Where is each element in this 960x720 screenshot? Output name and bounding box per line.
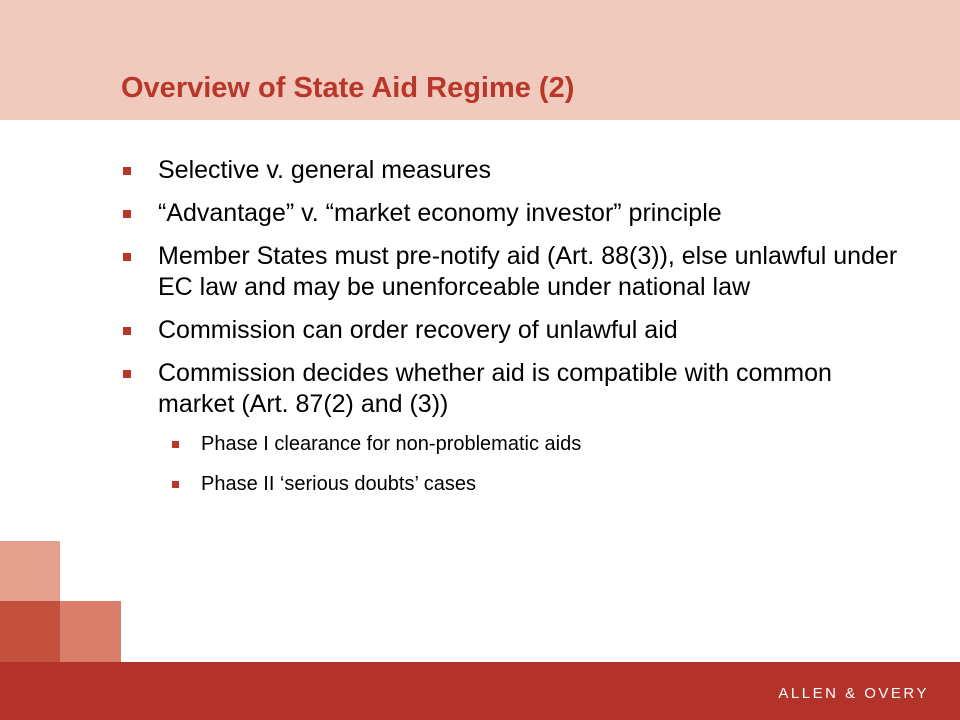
bullet-item [121, 241, 911, 303]
bullet-item [121, 315, 911, 346]
square-bullet-icon [123, 370, 131, 378]
brand-logo: ALLEN & OVERY [778, 685, 929, 702]
decorative-square [60, 601, 121, 662]
square-bullet-icon [123, 210, 131, 218]
decorative-square [0, 601, 60, 662]
square-bullet-icon [123, 167, 131, 175]
bullet-text: Selective v. general measures [158, 156, 492, 184]
bullet-item [121, 198, 911, 229]
bullet-item [121, 358, 911, 420]
square-bullet-icon [123, 253, 131, 261]
sub-bullet-text: Phase II ‘serious doubts’ cases [201, 473, 476, 495]
decorative-square [0, 541, 60, 601]
sub-bullet-item [121, 472, 911, 496]
bullet-text: Commission decides whether aid is compatible with common market (Art. 87(2) and (3)) [158, 359, 832, 418]
sub-bullet-item [121, 432, 911, 456]
bullet-text: Member States must pre-notify aid (Art. 88(3)), else unlawful under EC law and may be unenforceable under national law [158, 242, 898, 301]
square-bullet-icon [172, 481, 179, 488]
square-bullet-icon [123, 327, 131, 335]
bullet-item [121, 155, 911, 186]
bullet-list [121, 155, 911, 512]
slide-title: Overview of State Aid Regime (2) [121, 72, 575, 104]
bullet-text: “Advantage” v. “market economy investor” principle [158, 199, 722, 227]
sub-bullet-text: Phase I clearance for non-problematic aids [201, 433, 582, 455]
bullet-text: Commission can order recovery of unlawful aid [158, 316, 678, 344]
square-bullet-icon [172, 441, 179, 448]
